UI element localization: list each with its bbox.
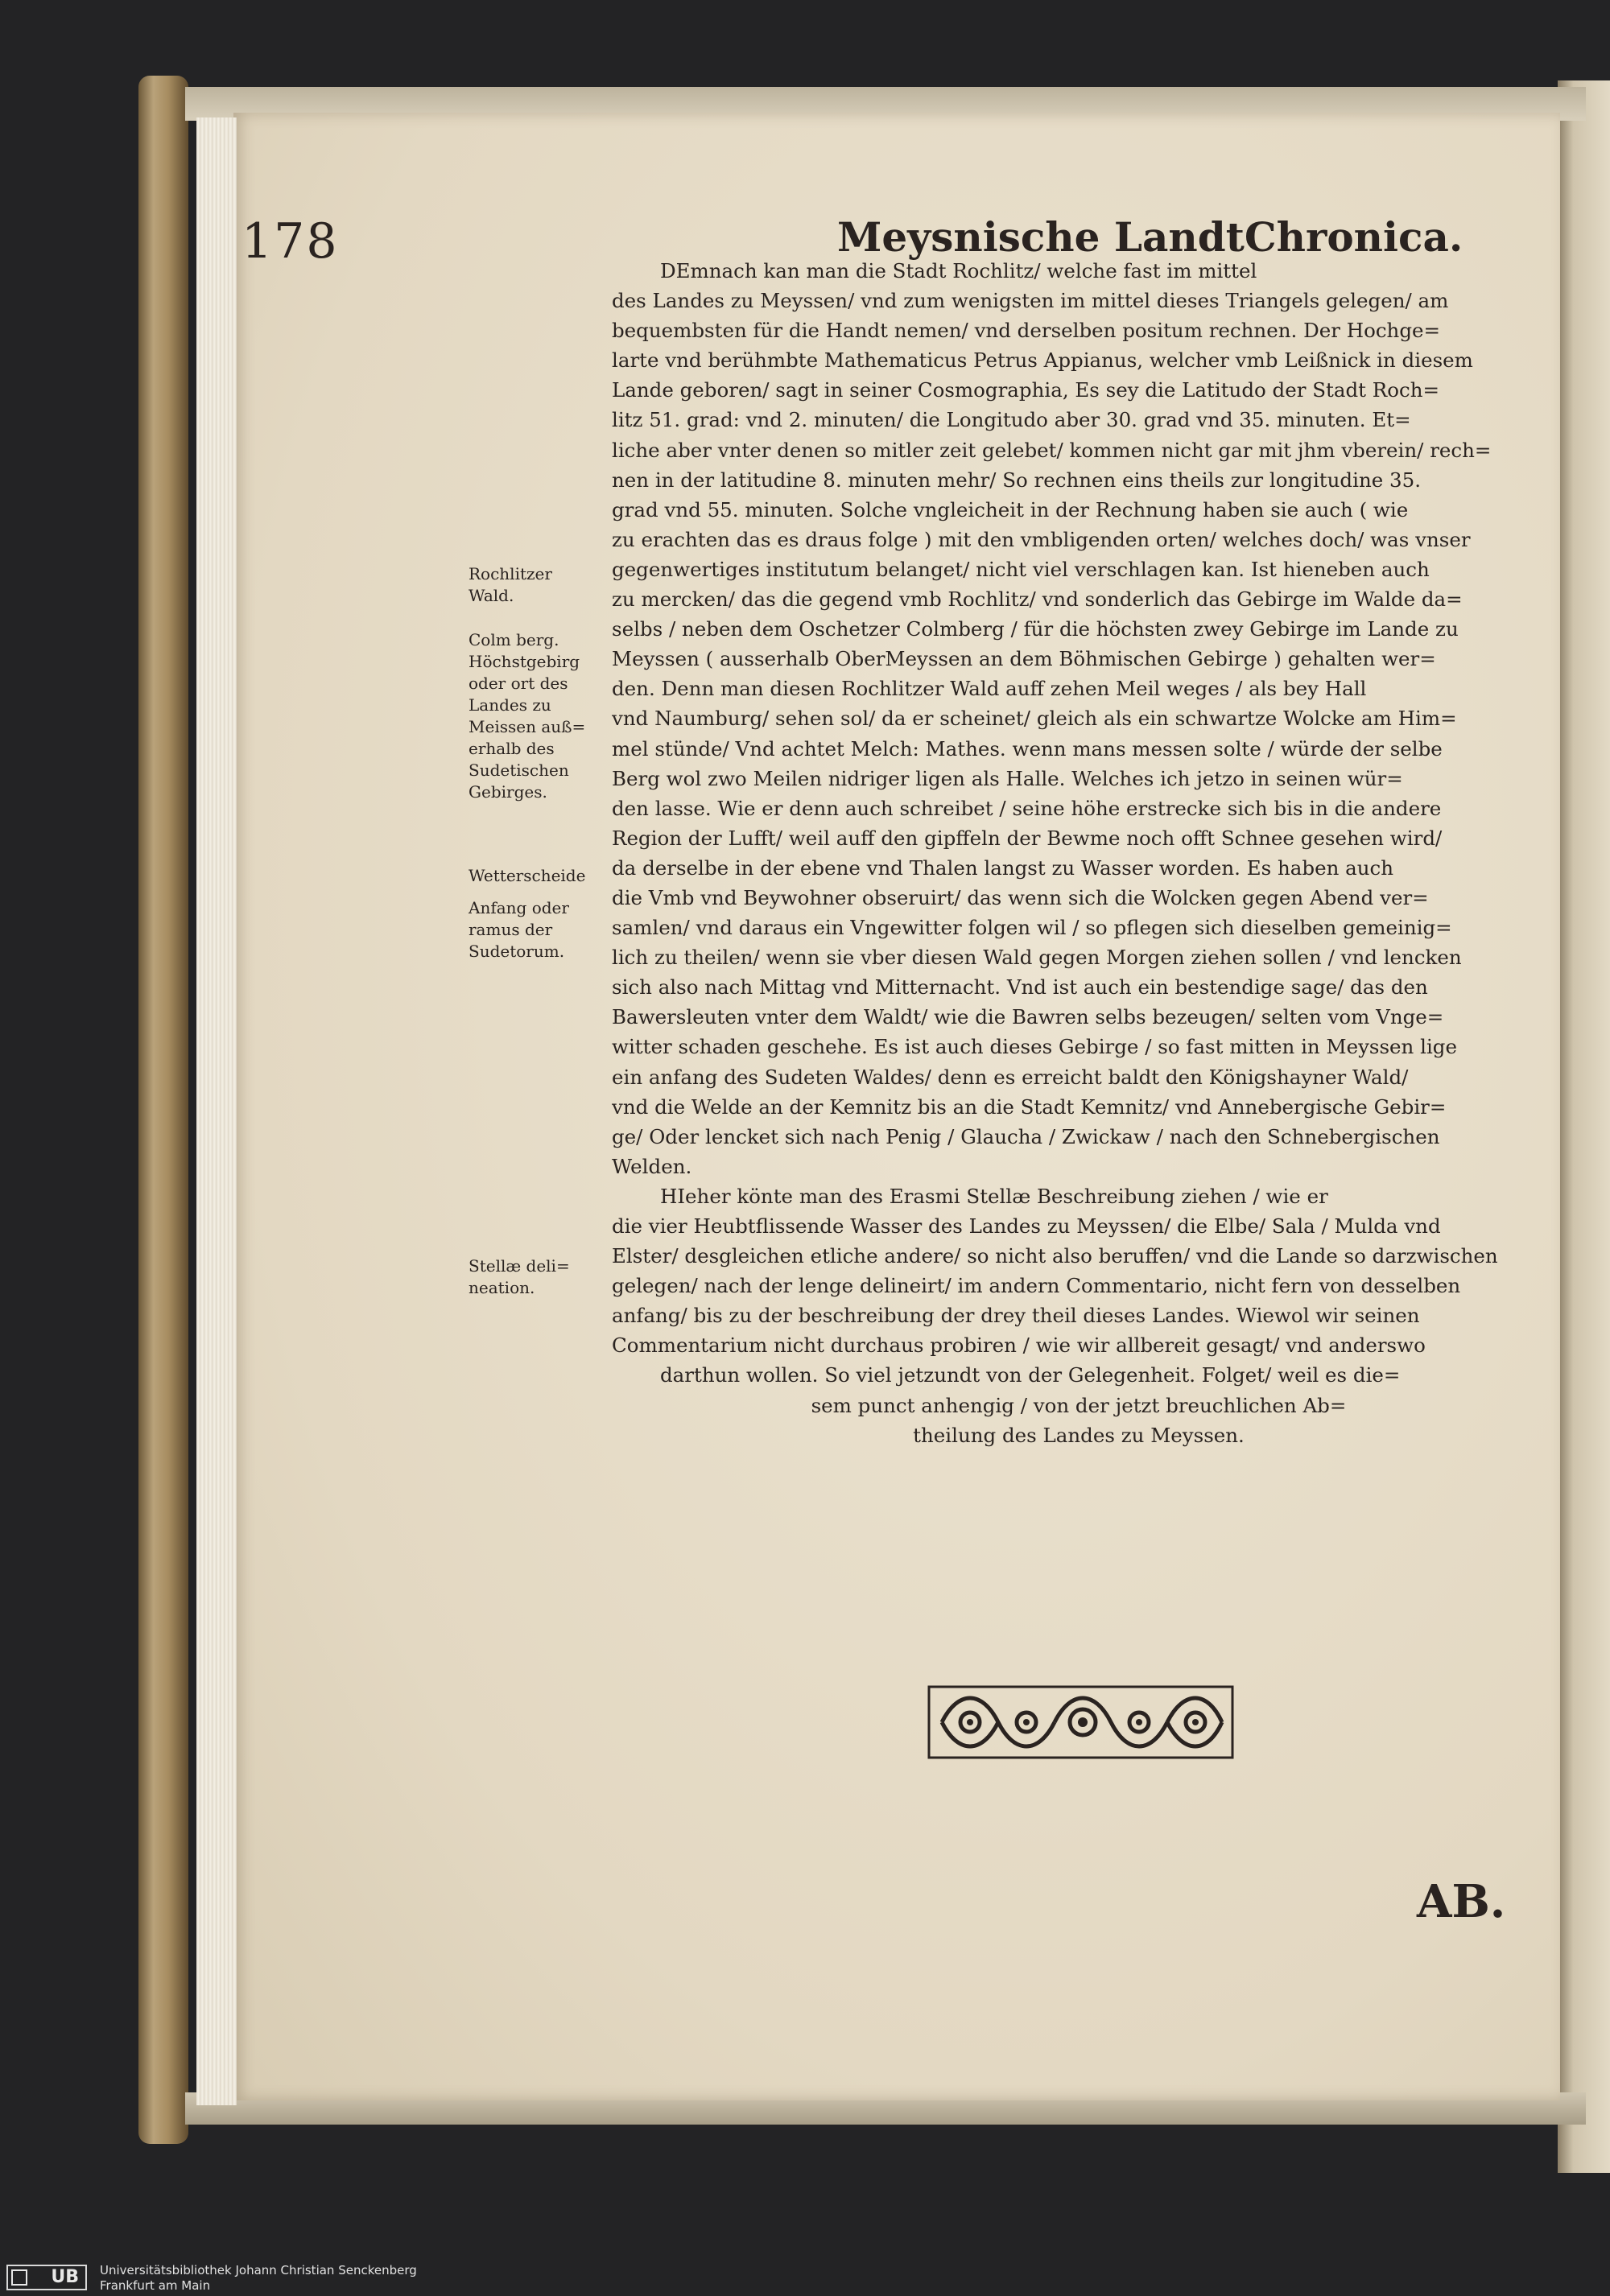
text-line: ein anfang des Sudeten Waldes/ denn es erreicht baldt den Königshayner Wald/: [612, 1065, 1409, 1089]
library-credit: [100, 2263, 417, 2294]
library-logo-mark-icon: [11, 2269, 27, 2286]
marginal-line: ramus der: [469, 920, 553, 939]
text-line: des Landes zu Meyssen/ vnd zum wenigsten im mittel dieses Triangels gelegen/ am: [612, 289, 1449, 313]
text-line: Welden.: [612, 1154, 692, 1178]
text-line: bequembsten für die Handt nemen/ vnd derselben positum rechnen. Der Hochge=: [612, 319, 1441, 343]
text-line: sich also nach Mittag vnd Mitternacht. Vnd ist auch ein bestendige sage/ das den: [612, 975, 1428, 1000]
text-line: selbs / neben dem Oschetzer Colmberg / für die höchsten zwey Gebirge im Lande zu: [612, 617, 1459, 641]
marginal-line: Stellæ deli=: [469, 1256, 570, 1276]
text-line: litz 51. grad: vnd 2. minuten/ die Longitudo aber 30. grad vnd 35. minuten. Et=: [612, 408, 1411, 432]
text-line: mel stünde/ Vnd achtet Melch: Mathes. wenn mans messen solte / würde der selbe: [612, 736, 1443, 761]
marginal-note-rochlitz: [469, 563, 613, 607]
catchword: AB.: [1417, 1875, 1506, 1928]
marginal-line: Anfang oder: [469, 898, 569, 917]
text-line: Bawersleuten vnter dem Waldt/ wie die Bawren selbs bezeugen/ selten vom Vnge=: [612, 1005, 1444, 1029]
marginal-note-anfang: [469, 897, 613, 963]
text-line: sem punct anhengig / von der jetzt breuchlichen Ab=: [811, 1393, 1347, 1417]
text-line: DEmnach kan man die Stadt Rochlitz/ welche fast im mittel: [660, 259, 1257, 282]
text-line: den lasse. Wie er denn auch schreibet / seine höhe erstrecke sich bis in die andere: [612, 796, 1442, 820]
text-line: lich zu theilen/ wenn sie vber diesen Wald gegen Morgen ziehen sollen / vnd lencken: [612, 946, 1462, 970]
text-line: den. Denn man diesen Rochlitzer Wald auff zehen Meil weges / als bey Hall: [612, 677, 1367, 701]
marginal-line: Meissen auß=: [469, 717, 586, 736]
text-line: gelegen/ nach der lenge delineirt/ im andern Commentario, nicht fern von desselben: [612, 1274, 1461, 1298]
marginal-line: Wetterscheide: [469, 866, 586, 885]
text-line: Commentarium nicht durchaus probiren / wie wir allbereit gesagt/ vnd anderswo: [612, 1333, 1426, 1358]
running-title: Meysnische LandtChronica.: [837, 213, 1463, 261]
marginal-line: Gebirges.: [469, 782, 547, 802]
library-logo: [0, 2258, 93, 2296]
text-line: vnd die Welde an der Kemnitz bis an die Stadt Kemnitz/ vnd Annebergische Gebir=: [612, 1094, 1447, 1119]
text-line: anfang/ bis zu der beschreibung der drey theil dieses Landes. Wiewol wir seinen: [612, 1304, 1420, 1328]
marginal-line: neation.: [469, 1278, 535, 1297]
text-line: zu mercken/ das die gegend vmb Rochlitz/ vnd sonderlich das Gebirge im Walde da=: [612, 587, 1463, 612]
facing-page-edge: [1558, 80, 1610, 2173]
text-line: darthun wollen. So viel jetzundt von der Gelegenheit. Folget/ weil es die=: [660, 1363, 1401, 1387]
text-line: Region der Lufft/ weil auff den gipffeln der Bewme noch offt Schnee gesehen wird/: [612, 826, 1443, 850]
text-line: witter schaden geschehe. Es ist auch dieses Gebirge / so fast mitten in Meyssen lige: [612, 1035, 1457, 1059]
text-line: Lande geboren/ sagt in seiner Cosmographia, Es sey die Latitudo der Stadt Roch=: [612, 378, 1440, 402]
marginal-line: Colm berg.: [469, 630, 559, 649]
marginal-line: Wald.: [469, 586, 514, 605]
text-line: theilung des Landes zu Meyssen.: [913, 1423, 1245, 1447]
text-line: die vier Heubtflissende Wasser des Landes zu Meyssen/ die Elbe/ Sala / Mulda vnd: [612, 1214, 1441, 1238]
marginal-line: oder ort des: [469, 674, 568, 693]
marginal-line: Landes zu: [469, 695, 551, 715]
body-text: [612, 256, 1546, 1450]
text-line: Elster/ desgleichen etliche andere/ so nicht also beruffen/ vnd die Lande so darzwischen: [612, 1244, 1498, 1268]
library-city: Frankfurt am Main: [100, 2278, 211, 2293]
marginal-line: Sudetorum.: [469, 942, 565, 961]
text-line: HIeher könte man des Erasmi Stellæ Beschreibung ziehen / wie er: [660, 1184, 1328, 1208]
library-name: Universitätsbibliothek Johann Christian Senckenberg: [100, 2263, 417, 2277]
text-line: vnd Naumburg/ sehen sol/ da er scheinet/ gleich als ein schwartze Wolcke am Him=: [612, 707, 1457, 731]
text-line: da derselbe in der ebene vnd Thalen langst zu Wasser worden. Es haben auch: [612, 855, 1394, 880]
marginal-line: Sudetischen: [469, 761, 569, 780]
text-line: larte vnd berühmbte Mathematicus Petrus Appianus, welcher vmb Leißnick in diesem: [612, 348, 1473, 373]
text-line: zu erachten das es draus folge ) mit den vmbligenden orten/ welches doch/ was vnser: [612, 527, 1471, 551]
marginal-line: Rochlitzer: [469, 564, 552, 583]
text-line: gegenwertiges institutum belanget/ nicht viel verschlagen kan. Ist hieneben auch: [612, 557, 1430, 581]
marginal-note-stellae: [469, 1255, 613, 1299]
printers-ornament: [926, 1682, 1236, 1762]
marginal-note-wetterscheide: [469, 865, 613, 887]
page-number: 178: [242, 213, 339, 270]
page-block-edges: [196, 117, 237, 2105]
library-logo-text: UB: [6, 2265, 87, 2290]
text-line: die Vmb vnd Beywohner obseruirt/ das wenn sich die Wolcken gegen Abend ver=: [612, 885, 1429, 909]
marginal-line: erhalb des: [469, 739, 555, 758]
text-line: Meyssen ( ausserhalb OberMeyssen an dem Böhmischen Gebirge ) gehalten wer=: [612, 647, 1436, 671]
text-line: samlen/ vnd daraus ein Vngewitter folgen wil / so pflegen sich dieselben gemeinig=: [612, 916, 1452, 940]
marginal-note-colmberg: [469, 629, 613, 803]
marginal-line: Höchstgebirg: [469, 652, 580, 671]
text-line: ge/ Oder lencket sich nach Penig / Glaucha / Zwickaw / nach den Schnebergischen: [612, 1124, 1440, 1148]
book-cover-spine: [138, 76, 188, 2144]
text-line: Berg wol zwo Meilen nidriger ligen als Halle. Welches ich jetzo in seinen wür=: [612, 766, 1403, 790]
text-line: grad vnd 55. minuten. Solche vngleicheit in der Rechnung haben sie auch ( wie: [612, 497, 1409, 521]
text-line: nen in der latitudine 8. minuten mehr/ So rechnen eins theils zur longitudine 35.: [612, 468, 1421, 492]
text-line: liche aber vnter denen so mitler zeit gelebet/ kommen nicht gar mit jhm vberein/ rech=: [612, 438, 1492, 462]
